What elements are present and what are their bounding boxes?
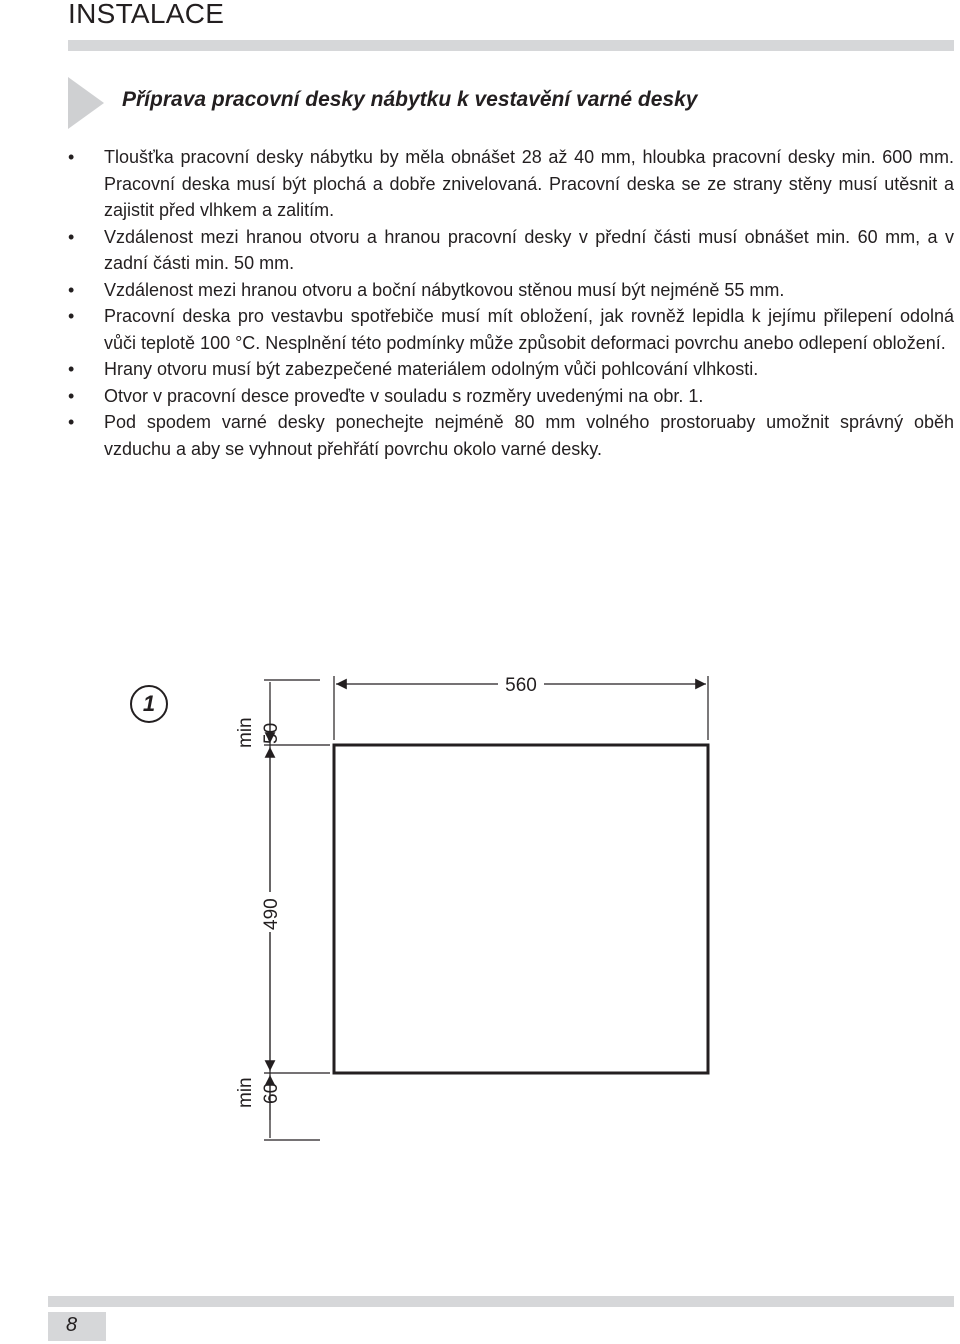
figure-number-badge: 1 bbox=[130, 685, 168, 723]
list-item: • Tloušťka pracovní desky nábytku by měla obnášet 28 až 40 mm, hloubka pracovní desky min. 600 mm. Pracovní deska musí být plochá a dobře znivelovaná. Pracovní deska se ze strany stěny musí utěsnit a zajistit před vlhkem a zalitím. bbox=[68, 144, 954, 224]
list-item: • Otvor v pracovní desce proveďte v souladu s rozměry uvedenými na obr. 1. bbox=[68, 383, 954, 410]
width-label: 560 bbox=[505, 675, 537, 696]
page-number: 8 bbox=[66, 1314, 78, 1336]
list-item: • Vzdálenost mezi hranou otvoru a boční nábytkovou stěnou musí být nejméně 55 mm. bbox=[68, 277, 954, 304]
list-item: • Vzdálenost mezi hranou otvoru a hranou pracovní desky v přední části musí obnášet min. 60 mm, a v zadní části min. 50 mm. bbox=[68, 224, 954, 277]
cutout-rectangle bbox=[334, 745, 708, 1073]
list-item: • Hrany otvoru musí být zabezpečené materiálem odolným vůči pohlcování vlhkosti. bbox=[68, 356, 954, 383]
page-title: INSTALACE bbox=[68, 0, 225, 29]
rear-value-label: 50 bbox=[261, 722, 282, 744]
list-item: • Pracovní deska pro vestavbu spotřebiče musí mít obložení, jak rovněž lepidla k jejímu přilepení odolná vůči teplotě 100 °C. Nesplnění této podmínky může způsobit deformaci povrchu anebo odlepení obložení. bbox=[68, 303, 954, 356]
list-item: • Pod spodem varné desky ponechejte nejméně 80 mm volného prostoruaby umožnit správný oběh vzduchu a aby se vyhnout přehřátí povrchu okolo varné desky. bbox=[68, 409, 954, 462]
front-value-label: 60 bbox=[261, 1082, 282, 1104]
section-heading: Příprava pracovní desky nábytku k vestavění varné desky bbox=[122, 88, 698, 111]
front-min-label: min bbox=[235, 1077, 256, 1108]
footer-rule bbox=[48, 1296, 954, 1307]
depth-label: 490 bbox=[261, 898, 282, 930]
rear-min-label: min bbox=[235, 717, 256, 748]
